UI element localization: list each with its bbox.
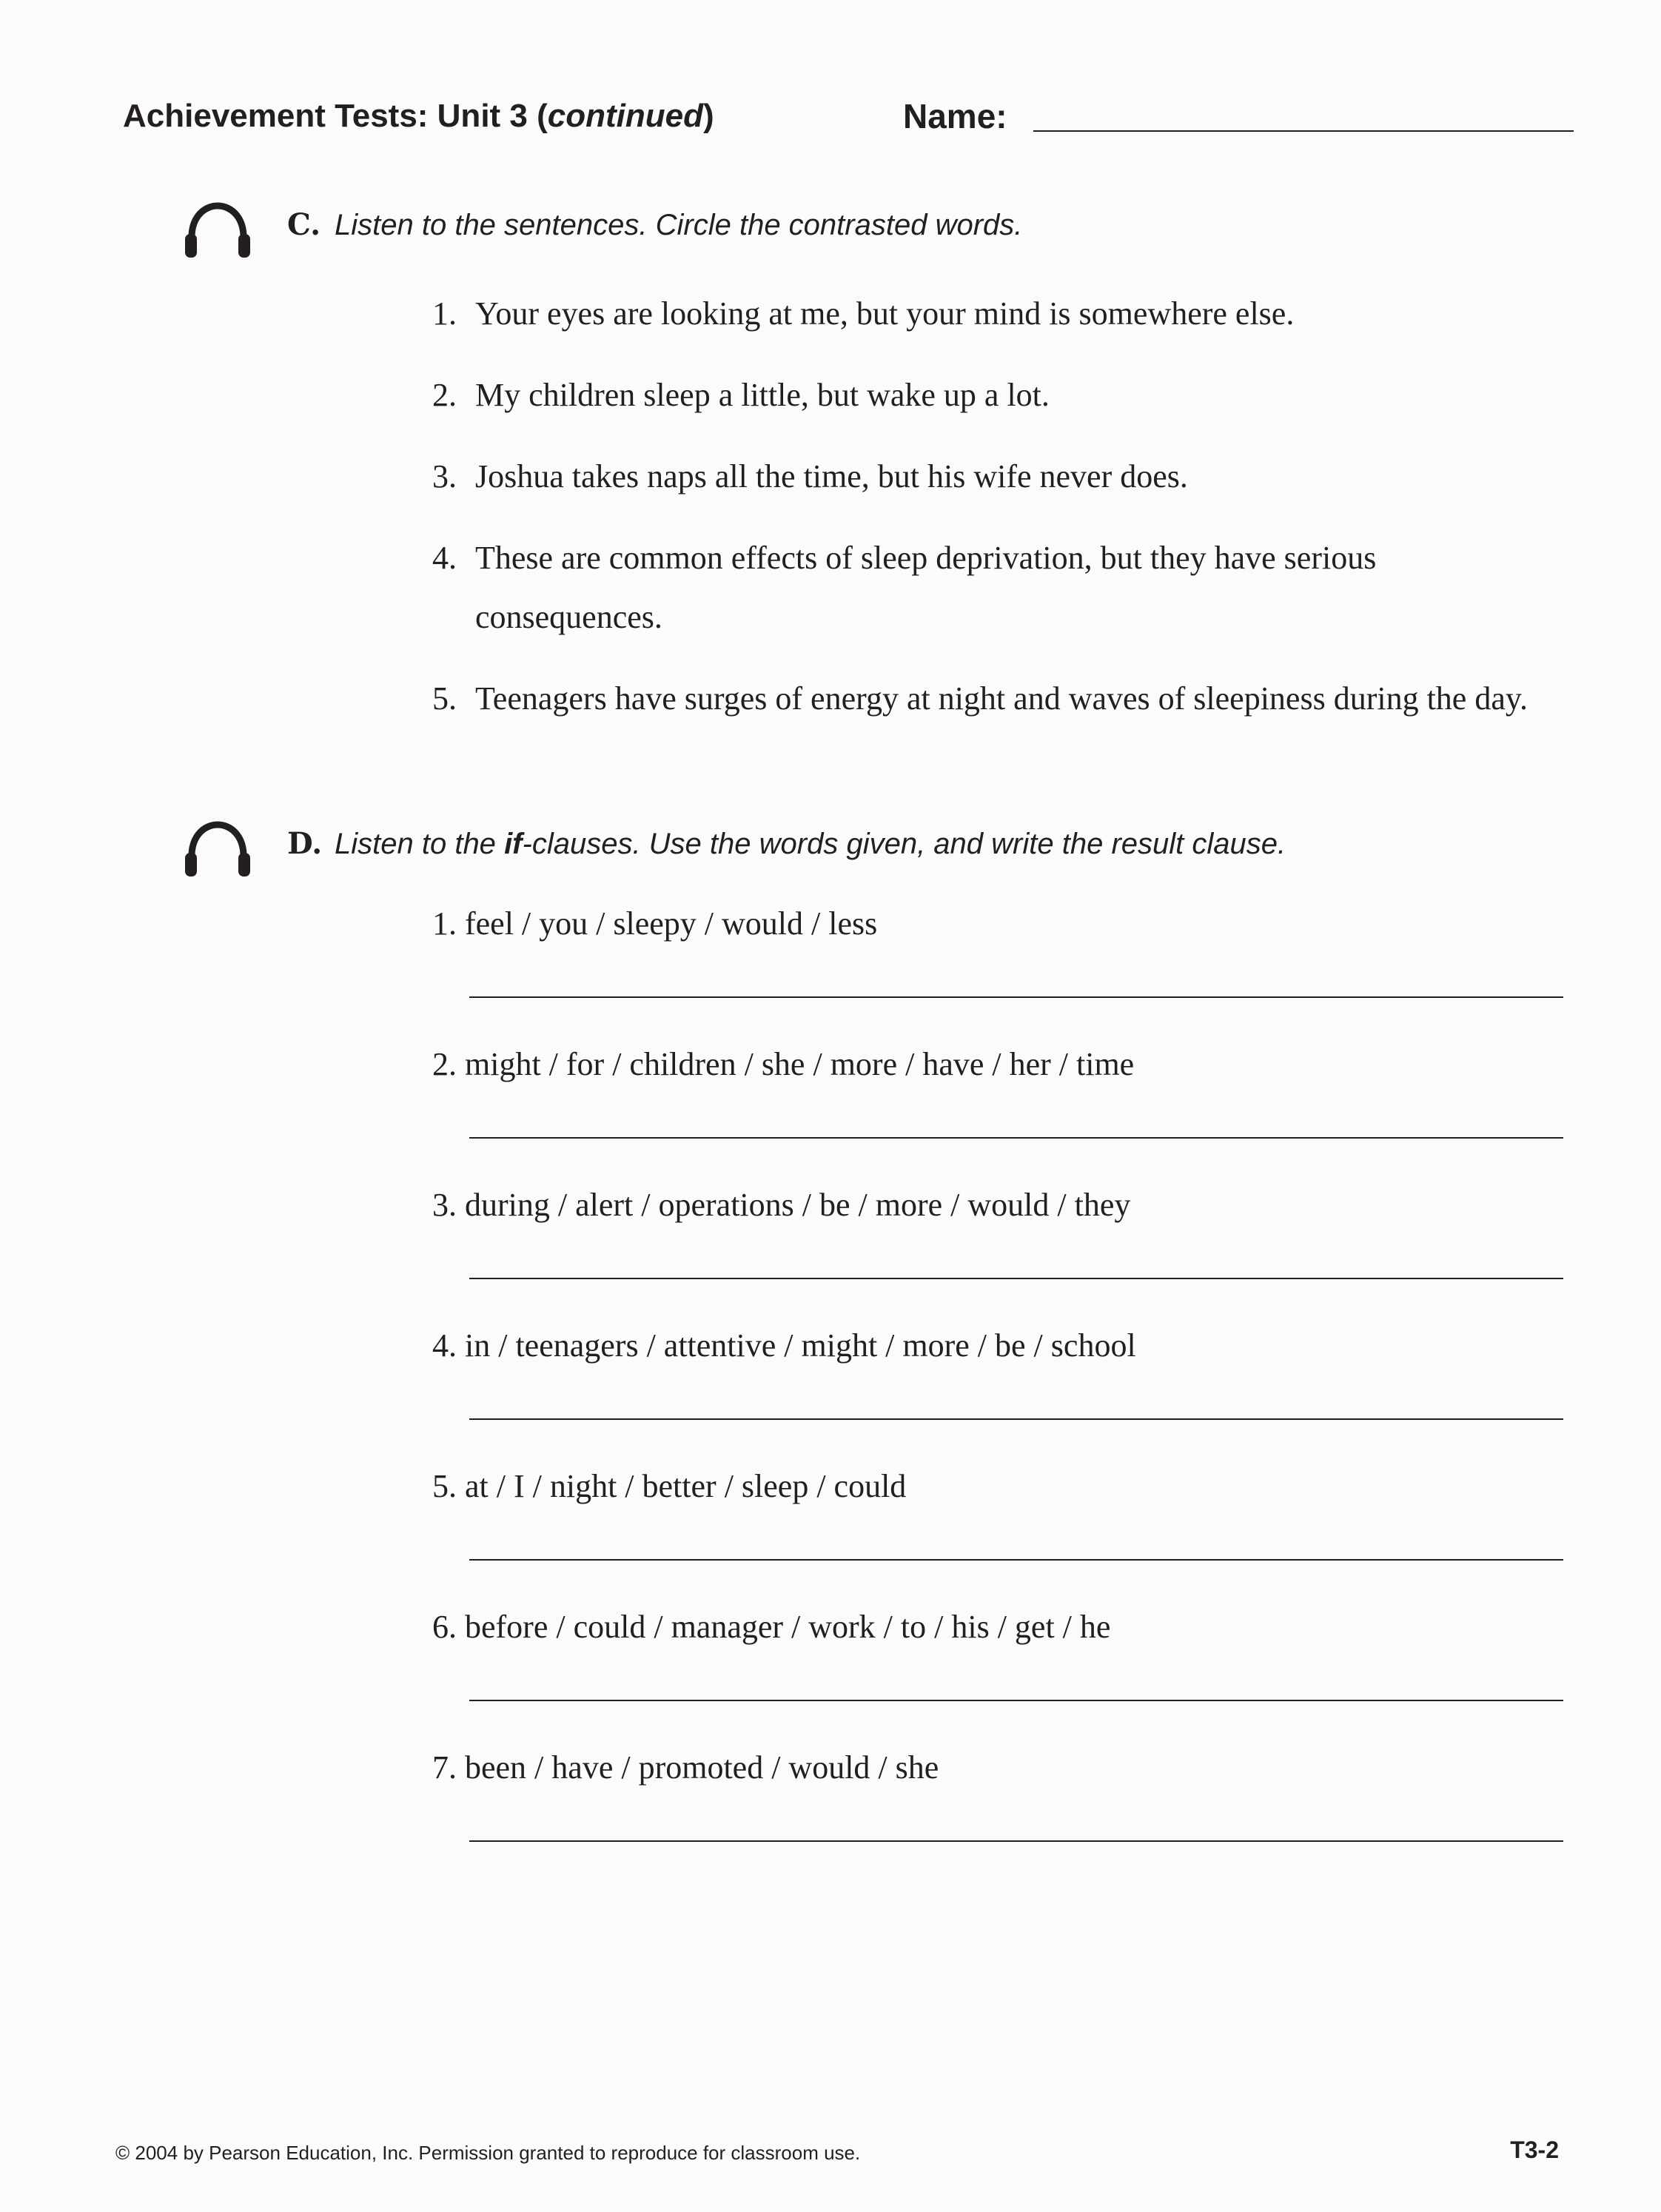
item-prompt [432,1455,906,1518]
section-c-header [182,201,1588,249]
item-prompt [432,1596,1110,1658]
item-words: might / for / children / she / more / have / her / time [465,1046,1135,1082]
answer-field[interactable] [469,1700,1563,1701]
section-c-list [432,284,1543,751]
answer-field[interactable] [469,1559,1563,1561]
page-number: T3-2 [1510,2136,1559,2163]
answer-field[interactable] [469,1840,1563,1842]
item-prompt [432,1033,1134,1096]
headphones-icon [182,820,253,879]
item-number: 3. [432,1187,457,1223]
item-number: 6. [432,1609,457,1645]
list-item[interactable] [432,669,1543,728]
headphones-icon [182,201,253,261]
section-c-instruction: Listen to the sentences. Circle the contrasted words. [335,209,1023,241]
list-item [432,893,1565,1033]
section-d-letter: D. [287,826,323,861]
item-number: 7. [432,1749,457,1786]
instruction-bold: if [504,828,523,860]
answer-field[interactable] [469,1278,1563,1279]
item-words: in / teenagers / attentive / might / more / be / school [465,1327,1136,1364]
list-item[interactable] [432,447,1543,506]
list-item[interactable] [432,366,1543,425]
title-text: Achievement Tests: Unit 3 [123,98,528,134]
list-item [432,1315,1565,1455]
list-item[interactable] [432,284,1543,343]
instruction-post: -clauses. Use the words given, and write the result clause. [522,828,1286,860]
list-item [432,1033,1565,1174]
item-words: during / alert / operations / be / more / would / they [465,1187,1131,1223]
item-sentence[interactable]: Teenagers have surges of energy at night and waves of sleepiness during the day. [475,680,1529,717]
list-item [432,1174,1565,1315]
name-label: Name: [903,97,1007,135]
section-c-letter: C. [287,207,321,242]
section-d-header [182,820,1588,868]
item-number: 4. [432,540,457,576]
item-words: been / have / promoted / would / she [465,1749,939,1786]
list-item [432,1737,1565,1877]
title-suffix: continued [547,98,703,134]
item-sentence[interactable]: Joshua takes naps all the time, but his wife never does. [475,458,1188,495]
copyright-notice: © 2004 by Pearson Education, Inc. Permission granted to reproduce for classroom use. [115,2142,861,2164]
item-number: 5. [432,1468,457,1504]
item-sentence[interactable]: Your eyes are looking at me, but your mind is somewhere else. [475,295,1295,332]
item-prompt [432,893,877,955]
item-words: at / I / night / better / sleep / could [465,1468,907,1504]
list-item[interactable] [432,529,1543,647]
name-field[interactable] [1033,130,1574,132]
item-sentence[interactable]: These are common effects of sleep deprivation, but they have serious consequences. [475,540,1377,635]
section-d-list [432,893,1565,1877]
item-number: 2. [432,1046,457,1082]
item-number: 4. [432,1327,457,1364]
item-number: 1. [432,295,457,332]
item-number: 3. [432,458,457,495]
item-number: 5. [432,680,457,717]
list-item [432,1455,1565,1596]
item-prompt [432,1315,1136,1377]
item-words: before / could / manager / work / to / his / get / he [465,1609,1111,1645]
item-prompt [432,1737,939,1799]
item-number: 2. [432,377,457,413]
page-header [123,90,1574,142]
answer-field[interactable] [469,996,1563,998]
answer-field[interactable] [469,1418,1563,1420]
list-item [432,1596,1565,1737]
page-title: Achievement Tests: Unit 3 (continued) [123,98,714,134]
answer-field[interactable] [469,1137,1563,1139]
item-words: feel / you / sleepy / would / less [465,905,878,942]
section-d-instruction [335,820,1286,868]
item-prompt [432,1174,1130,1236]
instruction-pre: Listen to the [335,828,496,860]
item-sentence[interactable]: My children sleep a little, but wake up a lot. [475,377,1050,413]
item-number: 1. [432,905,457,942]
